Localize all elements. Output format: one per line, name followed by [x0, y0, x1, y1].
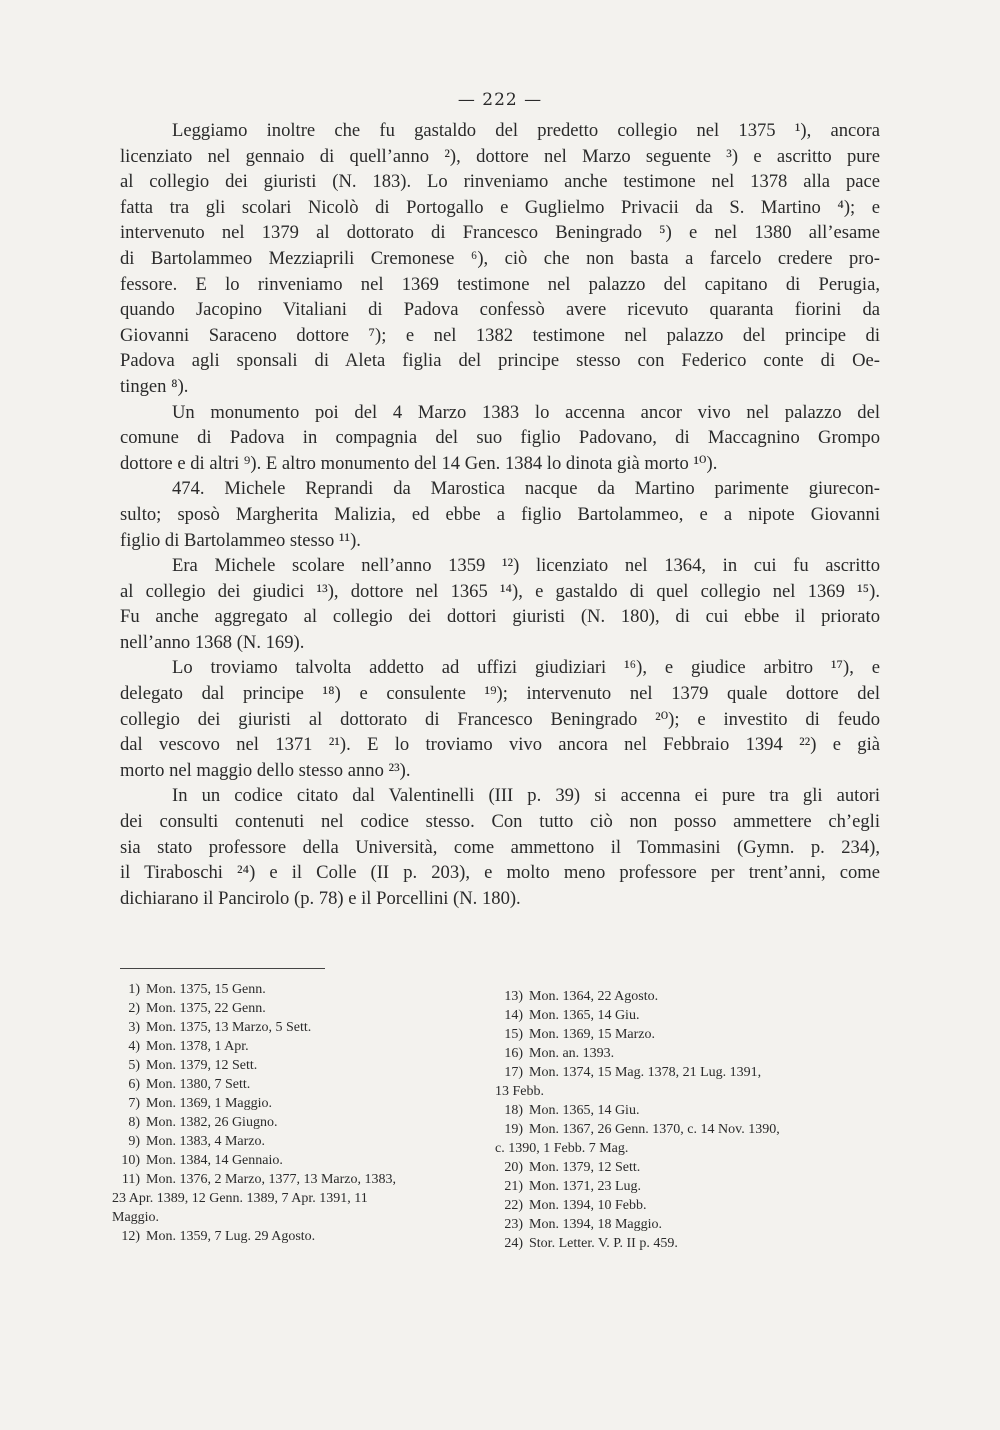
text-line: tingen ⁸).	[120, 375, 189, 397]
footnote-number: 22)	[504, 1198, 523, 1213]
text-line: dal vescovo nel 1371 ²¹). E lo troviamo vivo ancora nel Febbraio 1394 ²²) e già	[120, 734, 880, 756]
footnote	[112, 999, 474, 1018]
footnote-text: Mon. 1379, 12 Sett.	[146, 1058, 258, 1073]
footnote-text: Mon. 1359, 7 Lug. 29 Agosto.	[146, 1229, 316, 1244]
footnotes-right-column	[495, 987, 870, 1253]
text-line: fatta tra gli scolari Nicolò di Portogallo e Guglielmo Privacii da S. Martino ⁴); e	[120, 196, 880, 218]
footnote-number: 5)	[128, 1058, 140, 1073]
footnote-text: Mon. 1369, 15 Marzo.	[529, 1027, 655, 1042]
paragraph	[120, 553, 880, 655]
footnote-number: 4)	[128, 1039, 140, 1054]
footnote-number: 6)	[128, 1077, 140, 1092]
footnote-continuation: 13 Febb.	[495, 1084, 544, 1099]
text-line: licenziato nel gennaio di quell’anno ²), dottore nel Marzo seguente ³) e ascritto pure	[120, 145, 880, 167]
footnote-text: Mon. 1379, 12 Sett.	[529, 1160, 641, 1175]
footnote	[112, 1075, 474, 1094]
footnote-text: Mon. 1378, 1 Apr.	[146, 1039, 249, 1054]
footnote-number: 13)	[504, 989, 523, 1004]
footnote-number: 9)	[128, 1134, 140, 1149]
text-line: dei consulti contenuti nel codice stesso. Con tutto ciò non posso ammettere ch’egli	[120, 811, 880, 833]
text-line: al collegio dei giudici ¹³), dottore nel 1365 ¹⁴), e gastaldo di quel collegio nel 1369 ¹⁵).	[120, 580, 880, 602]
footnote	[495, 1120, 870, 1139]
footnote-text: Stor. Letter. V. P. II p. 459.	[529, 1236, 678, 1251]
text-line: In un codice citato dal Valentinelli (III p. 39) si accenna ei pure tra gli autori	[172, 785, 880, 807]
text-line: dichiarano il Pancirolo (p. 78) e il Porcellini (N. 180).	[120, 887, 521, 909]
footnote-number: 7)	[128, 1096, 140, 1111]
text-line: fessore. E lo rinveniamo nel 1369 testimone nel palazzo del capitano di Perugia,	[120, 273, 880, 295]
footnote-text: Mon. 1394, 10 Febb.	[529, 1198, 647, 1213]
footnote	[112, 1132, 474, 1151]
footnote-number: 17)	[504, 1065, 523, 1080]
text-line: sulto; sposò Margherita Malizia, ed ebbe a figlio Bartolammeo, e a nipote Giovanni	[120, 503, 880, 525]
footnote-text: Mon. 1365, 14 Giu.	[529, 1103, 640, 1118]
footnote-continuation: 23 Apr. 1389, 12 Genn. 1389, 7 Apr. 1391, 11	[112, 1191, 368, 1206]
footnote	[495, 1215, 870, 1234]
footnote	[495, 1063, 870, 1082]
footnote	[112, 980, 474, 999]
footnote	[495, 1177, 870, 1196]
main-text	[120, 118, 880, 911]
footnote	[112, 1113, 474, 1132]
text-line: intervenuto nel 1379 al dottorato di Francesco Beningrado ⁵) e nel 1380 all’esame	[120, 222, 880, 244]
footnote-text: Mon. 1365, 14 Giu.	[529, 1008, 640, 1023]
paragraph	[120, 476, 880, 553]
footnote	[495, 1196, 870, 1215]
footnote	[112, 1094, 474, 1113]
footnote-text: Mon. 1369, 1 Maggio.	[146, 1096, 272, 1111]
text-line: morto nel maggio dello stesso anno ²³).	[120, 759, 411, 781]
footnote	[112, 1170, 474, 1189]
footnote-text: Mon. 1384, 14 Gennaio.	[146, 1153, 283, 1168]
text-line: Fu anche aggregato al collegio dei dottori giuristi (N. 180), di cui ebbe il priorato	[120, 606, 880, 628]
text-line: Lo troviamo talvolta addetto ad uffizi giudiziari ¹⁶), e giudice arbitro ¹⁷), e	[172, 657, 880, 679]
footnote	[495, 1234, 870, 1253]
footnote-text: Mon. 1375, 15 Genn.	[146, 982, 266, 997]
footnote	[495, 1025, 870, 1044]
text-line: collegio dei giuristi al dottorato di Francesco Beningrado ²⁰); e investito di feudo	[120, 708, 880, 730]
footnote	[495, 1006, 870, 1025]
footnote-number: 21)	[504, 1179, 523, 1194]
footnote-continuation: c. 1390, 1 Febb. 7 Mag.	[495, 1141, 629, 1156]
footnote-text: Mon. 1380, 7 Sett.	[146, 1077, 251, 1092]
text-line: comune di Padova in compagnia del suo figlio Padovano, di Maccagnino Grompo	[120, 427, 880, 449]
footnote-text: Mon. 1375, 13 Marzo, 5 Sett.	[146, 1020, 312, 1035]
footnote-number: 20)	[504, 1160, 523, 1175]
footnote-text: Mon. 1375, 22 Genn.	[146, 1001, 266, 1016]
footnote-text: Mon. 1394, 18 Maggio.	[529, 1217, 662, 1232]
text-line: figlio di Bartolammeo stesso ¹¹).	[120, 529, 361, 551]
text-line: il Tiraboschi ²⁴) e il Colle (II p. 203), e molto meno professore per trent’anni, come	[120, 862, 880, 884]
footnote-number: 18)	[504, 1103, 523, 1118]
page-number: — 222 —	[457, 90, 543, 110]
text-line: delegato dal principe ¹⁸) e consulente ¹⁹); intervenuto nel 1379 quale dottore del	[120, 683, 880, 705]
footnote-text: Mon. 1374, 15 Mag. 1378, 21 Lug. 1391,	[529, 1065, 762, 1080]
text-line: Padova agli sponsali di Aleta figlia del principe stesso con Federico conte di Oe-	[120, 350, 880, 372]
footnote-text: Mon. 1383, 4 Marzo.	[146, 1134, 265, 1149]
footnote-text: Mon. 1376, 2 Marzo, 1377, 13 Marzo, 1383,	[146, 1172, 397, 1187]
paragraph	[120, 118, 880, 400]
footnote-number: 15)	[504, 1027, 523, 1042]
text-line: al collegio dei giuristi (N. 183). Lo rinveniamo anche testimone nel 1378 alla pace	[120, 171, 880, 193]
paragraph	[120, 655, 880, 783]
footnote-separator	[120, 968, 325, 969]
footnote-number: 16)	[504, 1046, 523, 1061]
footnote	[112, 1018, 474, 1037]
footnote	[495, 987, 870, 1006]
text-line: sia stato professore della Università, come ammettono il Tommasini (Gymn. p. 234),	[120, 836, 880, 858]
footnote-number: 23)	[504, 1217, 523, 1232]
footnote	[495, 1101, 870, 1120]
footnote	[112, 1227, 474, 1246]
text-line: Leggiamo inoltre che fu gastaldo del predetto collegio nel 1375 ¹), ancora	[172, 120, 880, 141]
footnote-number: 10)	[121, 1153, 140, 1168]
footnote	[112, 1037, 474, 1056]
footnote-text: Mon. 1364, 22 Agosto.	[529, 989, 659, 1004]
text-line: Giovanni Saraceno dottore ⁷); e nel 1382 testimone nel palazzo del principe di	[120, 324, 880, 346]
footnote-number: 19)	[504, 1122, 523, 1137]
footnote-continuation: Maggio.	[112, 1210, 160, 1225]
footnote-text: Mon. 1367, 26 Genn. 1370, c. 14 Nov. 1390,	[529, 1122, 780, 1137]
paragraph	[120, 783, 880, 911]
footnote-text: Mon. an. 1393.	[529, 1046, 615, 1061]
footnote-number: 2)	[128, 1001, 140, 1016]
footnote	[112, 1151, 474, 1170]
text-line: nell’anno 1368 (N. 169).	[120, 631, 305, 653]
footnote	[112, 1056, 474, 1075]
footnote-number: 14)	[504, 1008, 523, 1023]
footnote-number: 1)	[128, 982, 140, 997]
footnote-number: 3)	[128, 1020, 140, 1035]
footnote-number: 8)	[128, 1115, 140, 1130]
footnote-text: Mon. 1371, 23 Lug.	[529, 1179, 641, 1194]
text-line: di Bartolammeo Mezziaprili Cremonese ⁶), ciò che non basta a farcelo credere pro-	[120, 247, 880, 269]
text-line: Era Michele scolare nell’anno 1359 ¹²) licenziato nel 1364, in cui fu ascritto	[172, 555, 880, 577]
footnote-number: 24)	[504, 1236, 523, 1251]
text-line: 474. Michele Reprandi da Marostica nacque da Martino parimente giurecon-	[172, 478, 880, 500]
footnotes-left-column	[112, 980, 474, 1246]
text-line: dottore e di altri ⁹). E altro monumento del 14 Gen. 1384 lo dinota già morto ¹⁰).	[120, 452, 718, 474]
paragraph	[120, 400, 880, 477]
text-line: Un monumento poi del 4 Marzo 1383 lo accenna ancor vivo nel palazzo del	[172, 401, 880, 423]
text-line: quando Jacopino Vitaliani di Padova confessò avere ricevuto quaranta fiorini da	[120, 299, 880, 321]
footnote-text: Mon. 1382, 26 Giugno.	[146, 1115, 278, 1130]
footnote	[495, 1044, 870, 1063]
footnote-number: 12)	[121, 1229, 140, 1244]
footnote	[495, 1158, 870, 1177]
footnote-number: 11)	[121, 1172, 140, 1187]
